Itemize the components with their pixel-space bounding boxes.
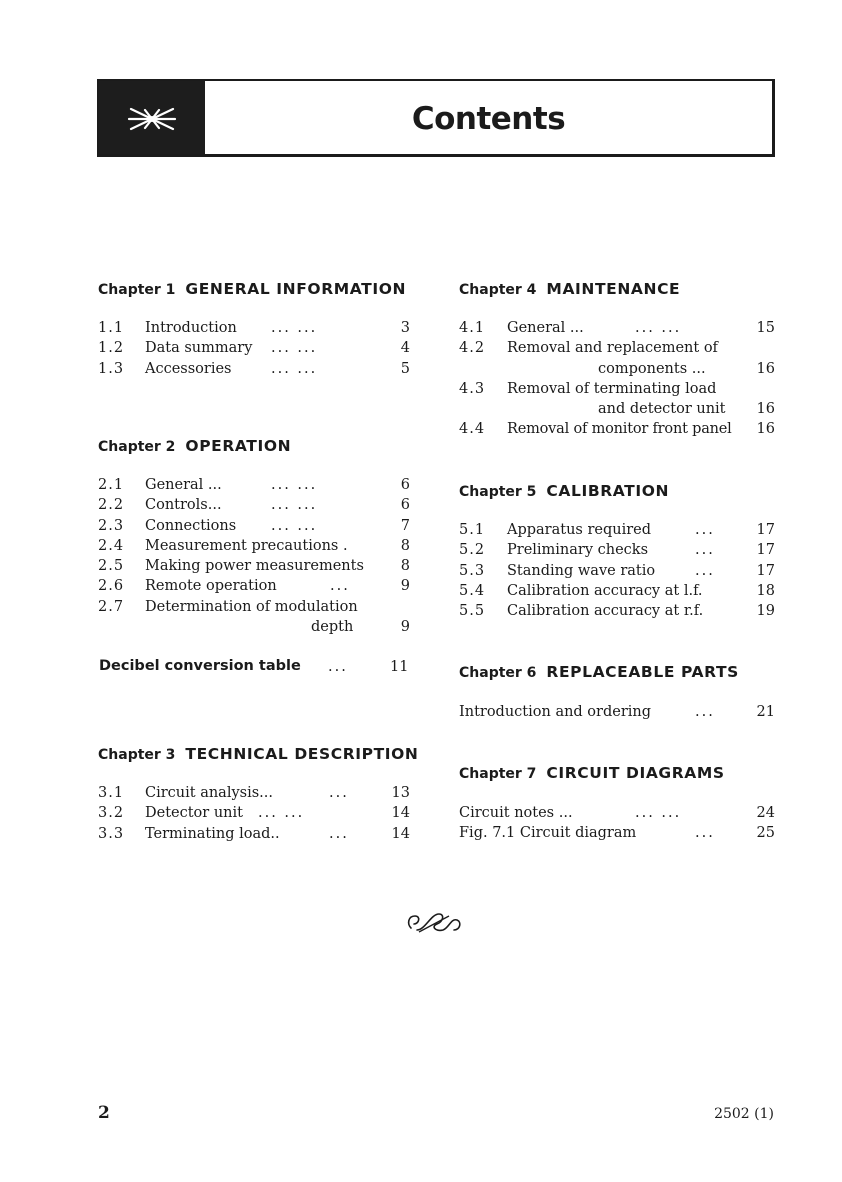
- chapter-2-entries: [98, 477, 410, 639]
- chapter-6-entries: [459, 704, 775, 724]
- page-number: 3: [400, 320, 410, 336]
- toc-entry: [98, 538, 410, 558]
- chapter-label: Chapter 5: [459, 484, 537, 500]
- dot-leader: ...: [695, 522, 715, 538]
- section-number: 3.2: [98, 805, 125, 822]
- toc-entry: [98, 578, 410, 598]
- chapter-1-heading: [98, 280, 406, 298]
- page-number: 8: [400, 537, 410, 554]
- toc-entry: [98, 340, 410, 360]
- page-number: 8: [400, 558, 410, 575]
- section-title: Circuit analysis...: [145, 785, 274, 801]
- toc-entry: [459, 381, 775, 401]
- toc-entry: [459, 421, 775, 441]
- dot-leader: ... ...: [271, 497, 318, 514]
- toc-entry: [98, 826, 410, 846]
- page-number: 9: [400, 619, 410, 636]
- section-title: Accessories: [145, 360, 232, 377]
- section-number: 3.3: [98, 825, 125, 842]
- page-number: 24: [756, 805, 775, 821]
- chapter-5-heading: [459, 482, 669, 500]
- page-number: 17: [756, 542, 775, 559]
- section-title: Circuit notes ...: [459, 805, 573, 821]
- section-title: Measurement precautions .: [145, 537, 348, 554]
- section-number: 4.4: [459, 421, 486, 438]
- section-number: 5.5: [459, 603, 486, 620]
- section-number: 4.3: [459, 380, 486, 397]
- chapter-label: Chapter 1: [98, 282, 176, 298]
- toc-entry: [98, 785, 410, 805]
- section-title: Determination of modulation: [145, 598, 358, 615]
- page-number: 16: [756, 421, 775, 438]
- chapter-label: Chapter 3: [98, 747, 176, 763]
- section-title: Connections: [145, 517, 237, 534]
- chapter-title: MAINTENANCE: [546, 280, 681, 298]
- chapter-5-entries: [459, 522, 775, 623]
- dot-leader: ...: [695, 562, 715, 579]
- section-number: 5.2: [459, 542, 486, 559]
- page-number: 5: [400, 360, 410, 377]
- dot-leader: ...: [329, 785, 349, 801]
- section-number: 2.1: [98, 477, 125, 493]
- page-number: 17: [756, 522, 775, 538]
- dot-leader: ... ...: [635, 320, 682, 336]
- dot-leader: ...: [328, 659, 348, 675]
- section-title: Fig. 7.1 Circuit diagram: [459, 825, 637, 842]
- chapter-label: Chapter 6: [459, 665, 537, 681]
- flourish-ornament-icon: [405, 910, 463, 936]
- section-title: components ...: [598, 360, 706, 377]
- page-number: 13: [391, 785, 410, 801]
- section-title: Preliminary checks: [507, 542, 649, 559]
- dot-leader: ... ...: [271, 360, 318, 377]
- section-number: 1.3: [98, 360, 125, 377]
- section-title: Making power measurements: [145, 558, 364, 575]
- toc-entry: [459, 825, 775, 845]
- section-title: and detector unit: [598, 401, 726, 418]
- section-number: 3.1: [98, 785, 125, 801]
- section-number: 5.4: [459, 582, 486, 599]
- section-title: Apparatus required: [507, 522, 652, 538]
- chapter-4-heading: [459, 280, 680, 298]
- dot-leader: ... ...: [271, 477, 318, 493]
- section-number: 2.5: [98, 558, 125, 575]
- page-number: 18: [756, 582, 775, 599]
- section-number: 2.6: [98, 578, 125, 595]
- toc-entry: [459, 805, 775, 825]
- toc-entry-continuation: [459, 401, 775, 421]
- chapter-2-heading: [98, 437, 291, 455]
- chapter-label: Chapter 2: [98, 439, 176, 455]
- section-title: Terminating load..: [145, 825, 280, 842]
- page-number: 19: [756, 603, 775, 620]
- section-title: Calibration accuracy at r.f.: [507, 603, 704, 620]
- section-title: General ...: [507, 320, 584, 336]
- toc-entry: [98, 477, 410, 497]
- chapter-label: Chapter 7: [459, 766, 537, 782]
- page-number: 16: [756, 360, 775, 377]
- toc-entry: [459, 320, 775, 340]
- page-number: 25: [756, 825, 775, 842]
- toc-entry: [98, 558, 410, 578]
- toc-entry: [98, 518, 410, 538]
- chapter-title: CIRCUIT DIAGRAMS: [546, 764, 725, 782]
- chapter-6-heading: [459, 663, 739, 681]
- section-title: Controls...: [145, 497, 222, 514]
- page-number: 7: [400, 517, 410, 534]
- toc-entry: [459, 603, 775, 623]
- page-number: 14: [391, 805, 410, 822]
- section-title: Data summary: [145, 340, 253, 357]
- dot-leader: ...: [330, 578, 350, 595]
- chapter-3-heading: [98, 745, 418, 763]
- footer-doc-code: 2502 (1): [714, 1106, 774, 1122]
- chapter-7-heading: [459, 764, 725, 782]
- section-number: 1.2: [98, 340, 125, 357]
- starburst-logo-icon: [127, 101, 177, 137]
- section-title: Removal and replacement of: [507, 340, 718, 357]
- dot-leader: ... ...: [635, 805, 682, 821]
- section-number: 4.2: [459, 340, 486, 357]
- chapter-title: TECHNICAL DESCRIPTION: [185, 745, 419, 763]
- chapter-title: GENERAL INFORMATION: [185, 280, 407, 298]
- page-number: 15: [756, 320, 775, 336]
- dot-leader: ...: [329, 825, 349, 842]
- section-title: Decibel conversion table: [99, 658, 301, 674]
- section-number: 1.1: [98, 320, 125, 336]
- section-number: 2.7: [98, 598, 125, 615]
- toc-entry: [98, 361, 410, 381]
- page-number: 21: [756, 704, 775, 720]
- section-title: Remote operation: [145, 578, 277, 595]
- footer-page-number: 2: [98, 1103, 110, 1123]
- chapter-4-entries: [459, 320, 775, 442]
- page-number: 11: [390, 659, 409, 675]
- dot-leader: ... ...: [258, 805, 305, 822]
- page-number: 16: [756, 401, 775, 418]
- toc-entry: [459, 542, 775, 562]
- section-title: Detector unit: [145, 805, 243, 822]
- section-title: Removal of terminating load: [507, 380, 717, 397]
- section-number: 5.1: [459, 522, 486, 538]
- dot-leader: ...: [695, 825, 715, 842]
- toc-entry: [459, 704, 775, 724]
- logo-block: [99, 81, 205, 154]
- toc-entry: [98, 497, 410, 517]
- section-title: Removal of monitor front panel: [507, 421, 732, 438]
- section-number: 2.2: [98, 497, 125, 514]
- toc-entry-continuation: [98, 619, 410, 639]
- toc-entry: [459, 340, 775, 360]
- section-number: 4.1: [459, 320, 486, 336]
- toc-entry: [98, 320, 410, 340]
- toc-entry: [459, 522, 775, 542]
- page-number: 14: [391, 825, 410, 842]
- section-number: 2.4: [98, 537, 125, 554]
- dot-leader: ... ...: [271, 340, 318, 357]
- section-title: General ...: [145, 477, 222, 493]
- section-number: 5.3: [459, 562, 486, 579]
- chapter-1-entries: [98, 320, 410, 381]
- page-number: 6: [400, 497, 410, 514]
- chapter-3-entries: [98, 785, 410, 846]
- dot-leader: ...: [695, 704, 715, 720]
- page-number: 17: [756, 562, 775, 579]
- page-title: Contents: [411, 101, 566, 137]
- toc-entry: [98, 599, 410, 619]
- toc-entry: [459, 583, 775, 603]
- dot-leader: ... ...: [271, 320, 318, 336]
- page-number: 4: [400, 340, 410, 357]
- chapter-title: OPERATION: [185, 437, 292, 455]
- section-number: 2.3: [98, 517, 125, 534]
- toc-entry-continuation: [459, 361, 775, 381]
- toc-entry: [98, 805, 410, 825]
- dot-leader: ... ...: [271, 517, 318, 534]
- contents-banner: [97, 79, 775, 157]
- section-title: depth: [311, 619, 354, 636]
- toc-entry: [459, 563, 775, 583]
- page-number: 6: [400, 477, 410, 493]
- section-title: Standing wave ratio: [507, 562, 656, 579]
- section-title: Introduction and ordering: [459, 704, 652, 720]
- dot-leader: ...: [695, 542, 715, 559]
- chapter-label: Chapter 4: [459, 282, 537, 298]
- chapter-title: REPLACEABLE PARTS: [546, 663, 739, 681]
- section-title: Calibration accuracy at l.f.: [507, 582, 703, 599]
- decibel-table-entry: [99, 658, 301, 674]
- page-number: 9: [400, 578, 410, 595]
- chapter-7-entries: [459, 805, 775, 846]
- section-title: Introduction: [145, 320, 237, 336]
- chapter-title: CALIBRATION: [546, 482, 670, 500]
